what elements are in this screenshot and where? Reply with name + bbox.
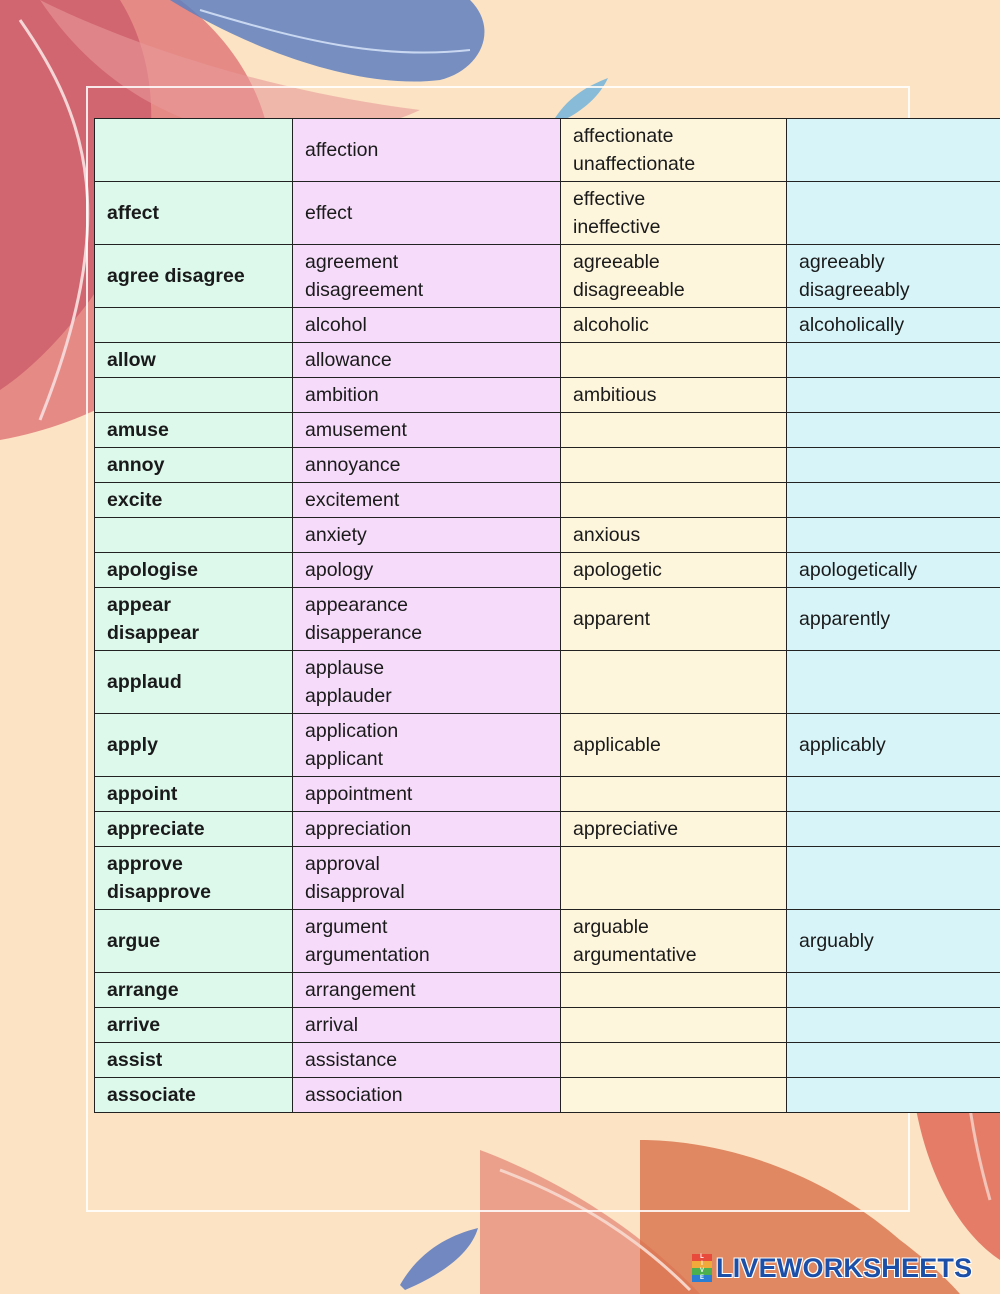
adjective-cell: ambitious bbox=[561, 378, 787, 413]
adjective-cell: appreciative bbox=[561, 812, 787, 847]
adverb-cell bbox=[787, 483, 1000, 518]
table-row bbox=[95, 910, 1000, 973]
table-row bbox=[95, 1078, 1000, 1113]
noun-cell: appearance disapperance bbox=[293, 588, 561, 651]
noun-cell: applause applauder bbox=[293, 651, 561, 714]
noun-cell: excitement bbox=[293, 483, 561, 518]
verb-cell bbox=[95, 378, 293, 413]
verb-cell: assist bbox=[95, 1043, 293, 1078]
noun-cell: ambition bbox=[293, 378, 561, 413]
table-row bbox=[95, 588, 1000, 651]
adverb-cell bbox=[787, 777, 1000, 812]
table-row bbox=[95, 378, 1000, 413]
adjective-cell bbox=[561, 1043, 787, 1078]
logo-letter: I bbox=[692, 1261, 712, 1268]
word-forms-table-body bbox=[95, 119, 1000, 1113]
noun-cell: approval disapproval bbox=[293, 847, 561, 910]
noun-cell: arrangement bbox=[293, 973, 561, 1008]
verb-cell: agree disagree bbox=[95, 245, 293, 308]
table-row bbox=[95, 1008, 1000, 1043]
noun-cell: annoyance bbox=[293, 448, 561, 483]
noun-cell: alcohol bbox=[293, 308, 561, 343]
verb-cell: excite bbox=[95, 483, 293, 518]
adverb-cell bbox=[787, 651, 1000, 714]
adverb-cell bbox=[787, 119, 1000, 182]
logo-letter: V bbox=[692, 1268, 712, 1275]
table-row bbox=[95, 651, 1000, 714]
adverb-cell: agreeably disagreeably bbox=[787, 245, 1000, 308]
verb-cell: approve disapprove bbox=[95, 847, 293, 910]
verb-cell: appreciate bbox=[95, 812, 293, 847]
adjective-cell bbox=[561, 448, 787, 483]
noun-cell: agreement disagreement bbox=[293, 245, 561, 308]
liveworksheets-brand bbox=[692, 1252, 972, 1284]
adverb-cell bbox=[787, 973, 1000, 1008]
adverb-cell bbox=[787, 812, 1000, 847]
adverb-cell bbox=[787, 448, 1000, 483]
adjective-cell: alcoholic bbox=[561, 308, 787, 343]
noun-cell: association bbox=[293, 1078, 561, 1113]
brand-name: LIVEWORKSHEETS bbox=[716, 1252, 973, 1283]
adjective-cell: apparent bbox=[561, 588, 787, 651]
noun-cell: apology bbox=[293, 553, 561, 588]
verb-cell: apologise bbox=[95, 553, 293, 588]
table-row bbox=[95, 119, 1000, 182]
noun-cell: amusement bbox=[293, 413, 561, 448]
table-row bbox=[95, 812, 1000, 847]
adverb-cell bbox=[787, 378, 1000, 413]
table-row bbox=[95, 483, 1000, 518]
adjective-cell bbox=[561, 973, 787, 1008]
adjective-cell bbox=[561, 651, 787, 714]
table-row bbox=[95, 182, 1000, 245]
noun-cell: allowance bbox=[293, 343, 561, 378]
verb-cell: associate bbox=[95, 1078, 293, 1113]
adjective-cell bbox=[561, 483, 787, 518]
verb-cell bbox=[95, 518, 293, 553]
noun-cell: appreciation bbox=[293, 812, 561, 847]
adjective-cell: arguable argumentative bbox=[561, 910, 787, 973]
adjective-cell: effective ineffective bbox=[561, 182, 787, 245]
noun-cell: application applicant bbox=[293, 714, 561, 777]
table-row bbox=[95, 714, 1000, 777]
noun-cell: argument argumentation bbox=[293, 910, 561, 973]
adverb-cell bbox=[787, 518, 1000, 553]
verb-cell: allow bbox=[95, 343, 293, 378]
adverb-cell bbox=[787, 847, 1000, 910]
noun-cell: appointment bbox=[293, 777, 561, 812]
adverb-cell bbox=[787, 343, 1000, 378]
adjective-cell bbox=[561, 413, 787, 448]
table-row bbox=[95, 1043, 1000, 1078]
verb-cell bbox=[95, 119, 293, 182]
adverb-cell: apologetically bbox=[787, 553, 1000, 588]
verb-cell: amuse bbox=[95, 413, 293, 448]
adverb-cell bbox=[787, 182, 1000, 245]
adverb-cell bbox=[787, 1008, 1000, 1043]
table-row bbox=[95, 777, 1000, 812]
adjective-cell: applicable bbox=[561, 714, 787, 777]
adjective-cell bbox=[561, 1078, 787, 1113]
verb-cell: argue bbox=[95, 910, 293, 973]
noun-cell: arrival bbox=[293, 1008, 561, 1043]
adjective-cell: affectionate unaffectionate bbox=[561, 119, 787, 182]
verb-cell: annoy bbox=[95, 448, 293, 483]
verb-cell: applaud bbox=[95, 651, 293, 714]
verb-cell: arrive bbox=[95, 1008, 293, 1043]
adverb-cell: applicably bbox=[787, 714, 1000, 777]
word-forms-table bbox=[94, 118, 1000, 1113]
verb-cell: apply bbox=[95, 714, 293, 777]
verb-cell: appoint bbox=[95, 777, 293, 812]
adjective-cell bbox=[561, 343, 787, 378]
table-row bbox=[95, 847, 1000, 910]
noun-cell: effect bbox=[293, 182, 561, 245]
logo-letter: E bbox=[692, 1275, 712, 1282]
table-row bbox=[95, 518, 1000, 553]
adverb-cell: apparently bbox=[787, 588, 1000, 651]
adjective-cell: agreeable disagreeable bbox=[561, 245, 787, 308]
adverb-cell bbox=[787, 413, 1000, 448]
adjective-cell bbox=[561, 777, 787, 812]
adverb-cell: arguably bbox=[787, 910, 1000, 973]
adjective-cell: anxious bbox=[561, 518, 787, 553]
table-row bbox=[95, 245, 1000, 308]
adjective-cell bbox=[561, 1008, 787, 1043]
verb-cell: arrange bbox=[95, 973, 293, 1008]
liveworksheets-logo-icon bbox=[692, 1254, 712, 1282]
verb-cell: affect bbox=[95, 182, 293, 245]
table-row bbox=[95, 973, 1000, 1008]
table-row bbox=[95, 553, 1000, 588]
table-row bbox=[95, 343, 1000, 378]
table-row bbox=[95, 413, 1000, 448]
adverb-cell bbox=[787, 1043, 1000, 1078]
adverb-cell bbox=[787, 1078, 1000, 1113]
logo-letter: L bbox=[692, 1254, 712, 1261]
adjective-cell: apologetic bbox=[561, 553, 787, 588]
adjective-cell bbox=[561, 847, 787, 910]
adverb-cell: alcoholically bbox=[787, 308, 1000, 343]
noun-cell: assistance bbox=[293, 1043, 561, 1078]
verb-cell: appear disappear bbox=[95, 588, 293, 651]
verb-cell bbox=[95, 308, 293, 343]
noun-cell: affection bbox=[293, 119, 561, 182]
table-row bbox=[95, 308, 1000, 343]
table-row bbox=[95, 448, 1000, 483]
noun-cell: anxiety bbox=[293, 518, 561, 553]
